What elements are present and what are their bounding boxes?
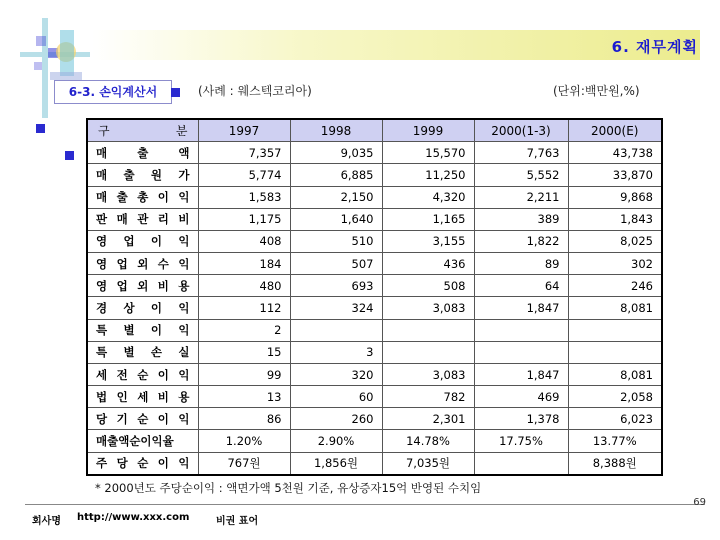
row-label-text (96, 411, 190, 427)
table-row (87, 186, 662, 208)
row-label-char: 매 (96, 190, 108, 205)
row-label-char: 원 (150, 167, 163, 182)
row-label (87, 186, 198, 208)
header-year: 1997 (198, 119, 290, 142)
row-label-char: 실 (178, 345, 190, 360)
value-cell: 1.20% (198, 430, 290, 452)
value-cell: 9,035 (290, 142, 382, 164)
value-cell: 60 (290, 386, 382, 408)
footer-secret: 비권 표어 (216, 516, 259, 527)
row-label-char: 익 (178, 190, 190, 205)
bullet-square-icon (36, 124, 45, 133)
value-cell: 8,081 (568, 363, 662, 385)
row-label-text (96, 189, 190, 205)
value-cell: 13.77% (568, 430, 662, 452)
row-label-char: 비 (157, 278, 169, 293)
section-label: 6-3. 손익계산서 (54, 80, 172, 104)
value-cell: 112 (198, 297, 290, 319)
row-label-text (96, 389, 190, 405)
row-label-char: 비 (178, 212, 190, 227)
table-header-row (87, 119, 662, 142)
row-label-char: 이 (157, 367, 169, 382)
value-cell: 480 (198, 275, 290, 297)
value-cell: 5,552 (474, 164, 568, 186)
row-label (87, 297, 198, 319)
row-label-char: 별 (123, 345, 135, 360)
value-cell: 7,035원 (382, 452, 474, 475)
row-label-char: 영 (96, 278, 108, 293)
row-label-text (96, 300, 190, 316)
table-row (87, 297, 662, 319)
table-row (87, 230, 662, 252)
row-label (87, 319, 198, 341)
header-year: 2000(1-3) (474, 119, 568, 142)
value-cell: 89 (474, 253, 568, 275)
value-cell: 3,083 (382, 363, 474, 385)
row-label-text (96, 367, 190, 383)
footer-company: 회사명 (32, 516, 61, 527)
value-cell: 15,570 (382, 142, 474, 164)
row-label-char: 특 (96, 345, 108, 360)
value-cell: 2,150 (290, 186, 382, 208)
value-cell: 1,843 (568, 208, 662, 230)
value-cell (382, 341, 474, 363)
value-cell: 1,822 (474, 230, 568, 252)
value-cell: 13 (198, 386, 290, 408)
value-cell (568, 319, 662, 341)
row-label-char: 익 (178, 323, 190, 338)
row-label-char: 이 (157, 411, 169, 426)
value-cell: 767원 (198, 452, 290, 475)
value-cell: 782 (382, 386, 474, 408)
row-label-char: 법 (96, 389, 108, 404)
value-cell: 1,847 (474, 363, 568, 385)
row-label-char: 당 (116, 456, 128, 471)
row-label-char: 용 (178, 278, 190, 293)
row-label-char: 당 (96, 411, 108, 426)
value-cell: 469 (474, 386, 568, 408)
value-cell: 508 (382, 275, 474, 297)
row-label-text (96, 278, 190, 294)
header-year: 1998 (290, 119, 382, 142)
page-title: 6. 재무계획 (611, 38, 698, 56)
row-label-char: 매 (96, 167, 108, 182)
value-cell: 2,058 (568, 386, 662, 408)
value-cell: 3,155 (382, 230, 474, 252)
value-cell: 43,738 (568, 142, 662, 164)
row-label-char: 익 (178, 256, 190, 271)
value-cell: 3 (290, 341, 382, 363)
value-cell: 8,025 (568, 230, 662, 252)
table-row (87, 363, 662, 385)
value-cell: 4,320 (382, 186, 474, 208)
row-label-char: 전 (116, 367, 128, 382)
row-label-char: 익 (178, 234, 190, 249)
row-label-char: 관 (137, 212, 149, 227)
value-cell: 1,378 (474, 408, 568, 430)
row-label-char: 출 (137, 145, 149, 160)
value-cell (474, 341, 568, 363)
page-number: 69 (693, 497, 706, 508)
table-row (87, 452, 662, 475)
value-cell: 86 (198, 408, 290, 430)
row-label-text (96, 256, 190, 272)
value-cell: 33,870 (568, 164, 662, 186)
bullet-square-icon (171, 88, 180, 97)
value-cell: 3,083 (382, 297, 474, 319)
table-row (87, 430, 662, 452)
value-cell: 99 (198, 363, 290, 385)
row-label-char: 용 (178, 389, 190, 404)
row-label-char: 비 (157, 389, 169, 404)
row-label-char: 이 (157, 456, 169, 471)
row-label-char: 순 (137, 367, 149, 382)
value-cell: 6,885 (290, 164, 382, 186)
row-label-char: 순 (137, 411, 149, 426)
value-cell: 389 (474, 208, 568, 230)
row-label-char: 업 (116, 278, 128, 293)
value-cell (382, 319, 474, 341)
row-label-char: 이 (150, 323, 163, 338)
row-label-char: 외 (137, 278, 149, 293)
value-cell: 7,763 (474, 142, 568, 164)
row-label-char: 출 (123, 167, 135, 182)
row-label-char: 업 (116, 256, 128, 271)
row-label-char: 이 (150, 234, 163, 249)
header-band (92, 30, 700, 60)
value-cell: 324 (290, 297, 382, 319)
table-row (87, 319, 662, 341)
row-label-char: 이 (157, 190, 169, 205)
row-label-char: 특 (96, 323, 108, 338)
row-label-char: 매 (96, 145, 108, 160)
row-label-char: 판 (96, 212, 108, 227)
value-cell (474, 319, 568, 341)
row-label (87, 386, 198, 408)
value-cell: 8,081 (568, 297, 662, 319)
value-cell: 9,868 (568, 186, 662, 208)
row-label-char: 인 (116, 389, 128, 404)
row-label (87, 363, 198, 385)
value-cell: 184 (198, 253, 290, 275)
row-label-char: 업 (123, 234, 135, 249)
value-cell: 11,250 (382, 164, 474, 186)
value-cell: 302 (568, 253, 662, 275)
row-label (87, 208, 198, 230)
table-row (87, 253, 662, 275)
row-label-char: 매 (116, 212, 128, 227)
bullet-square-icon (65, 151, 74, 160)
case-note: (사례 : 웨스텍코리아) (198, 84, 312, 98)
row-label (87, 230, 198, 252)
value-cell (568, 341, 662, 363)
value-cell: 1,175 (198, 208, 290, 230)
value-cell: 1,847 (474, 297, 568, 319)
value-cell: 320 (290, 363, 382, 385)
row-label-text (96, 211, 190, 227)
header-label-cell (87, 119, 198, 142)
value-cell: 2,211 (474, 186, 568, 208)
row-label-char: 상 (123, 300, 135, 315)
income-statement-table (86, 118, 663, 476)
value-cell: 15 (198, 341, 290, 363)
value-cell: 510 (290, 230, 382, 252)
row-label-char: 기 (116, 411, 128, 426)
value-cell: 64 (474, 275, 568, 297)
row-label (87, 452, 198, 475)
row-label-char: 영 (96, 234, 108, 249)
value-cell: 6,023 (568, 408, 662, 430)
value-cell: 436 (382, 253, 474, 275)
table-row (87, 408, 662, 430)
table-row (87, 164, 662, 186)
value-cell: 507 (290, 253, 382, 275)
row-label-char: 손 (150, 345, 163, 360)
row-label-char: 경 (96, 300, 108, 315)
header-label-left: 구 (98, 124, 110, 139)
footnote: * 2000년도 주당순이익 : 액면가액 5천원 기준, 유상증자15억 반영된 수치임 (95, 481, 482, 495)
value-cell: 17.75% (474, 430, 568, 452)
row-label-char: 세 (96, 367, 108, 382)
footer-url: http://www.xxx.com (77, 512, 190, 523)
value-cell: 5,774 (198, 164, 290, 186)
value-cell: 2 (198, 319, 290, 341)
value-cell: 246 (568, 275, 662, 297)
row-label (87, 275, 198, 297)
row-label (87, 341, 198, 363)
value-cell: 693 (290, 275, 382, 297)
row-label-char: 순 (137, 456, 149, 471)
table-row (87, 386, 662, 408)
row-label-text (96, 167, 190, 183)
row-label-text (96, 322, 190, 338)
value-cell: 2.90% (290, 430, 382, 452)
value-cell (290, 319, 382, 341)
value-cell (474, 452, 568, 475)
row-label-char: 이 (150, 300, 163, 315)
table-row (87, 275, 662, 297)
row-label-char: 외 (137, 256, 149, 271)
table-row (87, 142, 662, 164)
header-label-right: 분 (175, 124, 188, 139)
row-label-char: 익 (178, 411, 190, 426)
row-label-text (96, 145, 190, 161)
row-label (87, 253, 198, 275)
row-label (87, 142, 198, 164)
row-label-char: 수 (157, 256, 169, 271)
row-label-char: 주 (96, 456, 108, 471)
table-row (87, 208, 662, 230)
value-cell: 7,357 (198, 142, 290, 164)
row-label-text (96, 233, 190, 249)
row-label-char: 리 (157, 212, 169, 227)
value-cell: 408 (198, 230, 290, 252)
row-label-char: 영 (96, 256, 108, 271)
value-cell: 260 (290, 408, 382, 430)
unit-note: (단위:백만원,%) (553, 84, 640, 98)
header-year: 1999 (382, 119, 474, 142)
table-row (87, 341, 662, 363)
value-cell: 1,583 (198, 186, 290, 208)
footer-divider (25, 504, 705, 505)
value-cell: 8,388원 (568, 452, 662, 475)
row-label-char: 액 (178, 145, 190, 160)
row-label-char: 익 (178, 456, 190, 471)
row-label-char: 총 (137, 190, 149, 205)
row-label-text (96, 344, 190, 360)
row-label-text (96, 455, 190, 471)
value-cell: 1,165 (382, 208, 474, 230)
value-cell: 1,640 (290, 208, 382, 230)
value-cell: 14.78% (382, 430, 474, 452)
value-cell: 1,856원 (290, 452, 382, 475)
value-cell: 2,301 (382, 408, 474, 430)
row-label (87, 408, 198, 430)
row-label-text: 매출액순이익율 (96, 434, 174, 449)
header-year: 2000(E) (568, 119, 662, 142)
row-label-char: 세 (137, 389, 149, 404)
row-label-char: 익 (178, 300, 190, 315)
row-label (87, 430, 198, 452)
row-label-char: 별 (123, 323, 135, 338)
row-label (87, 164, 198, 186)
row-label-char: 익 (178, 367, 190, 382)
row-label-char: 가 (178, 167, 190, 182)
row-label-char: 출 (116, 190, 128, 205)
